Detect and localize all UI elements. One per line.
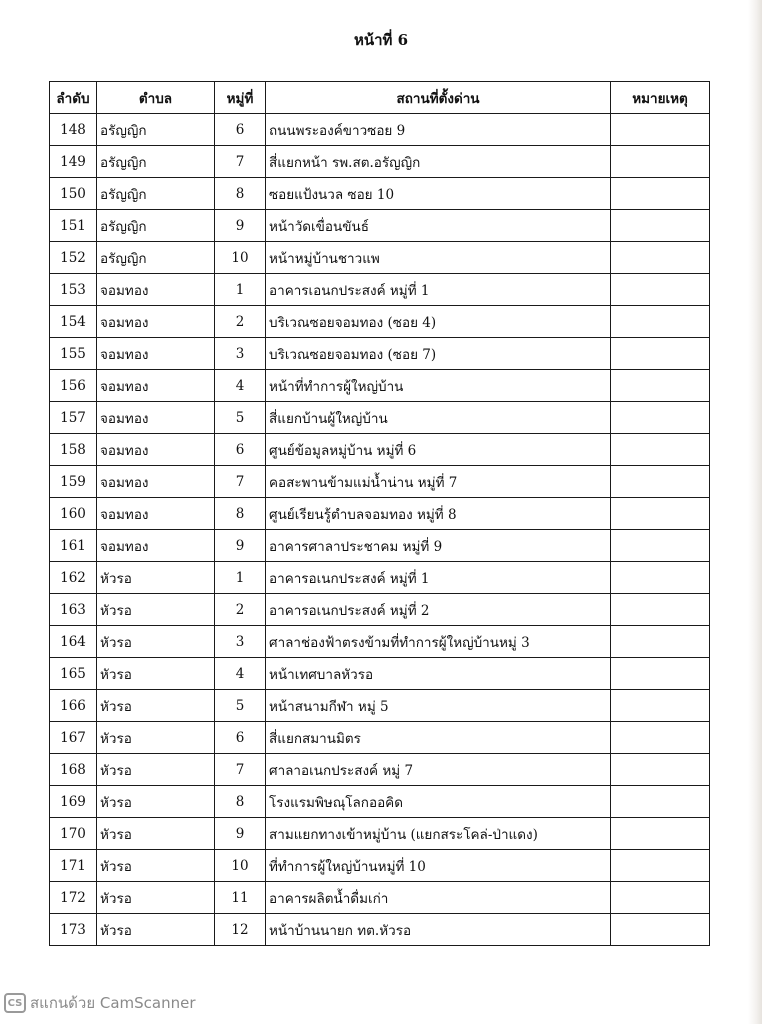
table-row [50, 402, 710, 434]
table-header-row [50, 82, 710, 114]
cell-moo: 9 [215, 530, 266, 562]
table-row [50, 242, 710, 274]
cell-order: 149 [50, 146, 97, 178]
cell-moo: 8 [215, 498, 266, 530]
cell-moo: 8 [215, 178, 266, 210]
cell-order: 162 [50, 562, 97, 594]
cell-moo: 11 [215, 882, 266, 914]
cell-location: บริเวณซอยจอมทอง (ซอย 4) [266, 306, 611, 338]
cell-moo: 8 [215, 786, 266, 818]
cell-location: อาคารศาลาประชาคม หมู่ที่ 9 [266, 530, 611, 562]
table-row [50, 466, 710, 498]
cell-remark [611, 114, 710, 146]
cell-moo: 6 [215, 434, 266, 466]
table-row [50, 498, 710, 530]
cell-moo: 1 [215, 562, 266, 594]
cell-tambon: หัวรอ [97, 722, 215, 754]
page-edge-shadow [748, 0, 762, 1024]
cell-tambon: จอมทอง [97, 434, 215, 466]
cell-tambon: จอมทอง [97, 498, 215, 530]
table-row [50, 722, 710, 754]
cell-remark [611, 754, 710, 786]
cell-tambon: จอมทอง [97, 306, 215, 338]
cell-order: 148 [50, 114, 97, 146]
cell-remark [611, 594, 710, 626]
cell-remark [611, 338, 710, 370]
cell-order: 172 [50, 882, 97, 914]
cell-order: 151 [50, 210, 97, 242]
camscanner-watermark [4, 990, 196, 1016]
cell-order: 154 [50, 306, 97, 338]
cell-location: หน้าบ้านนายก ทต.หัวรอ [266, 914, 611, 946]
cell-order: 163 [50, 594, 97, 626]
cell-remark [611, 690, 710, 722]
header-moo: หมู่ที่ [215, 82, 266, 114]
table-body [50, 114, 710, 946]
cell-tambon: จอมทอง [97, 338, 215, 370]
checkpoint-table [49, 81, 710, 946]
table-row [50, 178, 710, 210]
cell-location: อาคารอเนกประสงค์ หมู่ที่ 1 [266, 562, 611, 594]
table-row [50, 370, 710, 402]
cell-location: สี่แยกบ้านผู้ใหญ่บ้าน [266, 402, 611, 434]
cell-tambon: หัวรอ [97, 882, 215, 914]
cell-location: ที่ทำการผู้ใหญ่บ้านหมู่ที่ 10 [266, 850, 611, 882]
cell-remark [611, 530, 710, 562]
cell-moo: 6 [215, 114, 266, 146]
cell-moo: 5 [215, 402, 266, 434]
cell-moo: 4 [215, 658, 266, 690]
cell-tambon: จอมทอง [97, 402, 215, 434]
cell-remark [611, 914, 710, 946]
cell-order: 167 [50, 722, 97, 754]
cell-tambon: หัวรอ [97, 850, 215, 882]
cell-location: หน้าที่ทำการผู้ใหญ่บ้าน [266, 370, 611, 402]
cell-tambon: หัวรอ [97, 594, 215, 626]
table-row [50, 786, 710, 818]
cell-location: อาคารเอนกประสงค์ หมู่ที่ 1 [266, 274, 611, 306]
camscanner-text: สแกนด้วย CamScanner [30, 994, 196, 1012]
cell-remark [611, 370, 710, 402]
cell-moo: 2 [215, 594, 266, 626]
cell-moo: 2 [215, 306, 266, 338]
cell-location: อาคารอเนกประสงค์ หมู่ที่ 2 [266, 594, 611, 626]
cell-order: 166 [50, 690, 97, 722]
table-row [50, 690, 710, 722]
table-row [50, 914, 710, 946]
cell-location: โรงแรมพิษณุโลกออคิด [266, 786, 611, 818]
cell-remark [611, 210, 710, 242]
cell-order: 155 [50, 338, 97, 370]
cell-remark [611, 402, 710, 434]
cell-order: 160 [50, 498, 97, 530]
cell-tambon: จอมทอง [97, 530, 215, 562]
cell-moo: 6 [215, 722, 266, 754]
cell-location: หน้าหมู่บ้านชาวแพ [266, 242, 611, 274]
cell-location: บริเวณซอยจอมทอง (ซอย 7) [266, 338, 611, 370]
cell-order: 158 [50, 434, 97, 466]
cell-order: 168 [50, 754, 97, 786]
cell-location: อาคารผลิตน้ำดื่มเก่า [266, 882, 611, 914]
cell-remark [611, 658, 710, 690]
table-row [50, 338, 710, 370]
cell-remark [611, 178, 710, 210]
cell-location: ศาลาช่องฟ้าตรงข้ามที่ทำการผู้ใหญ่บ้านหมู่ 3 [266, 626, 611, 658]
cell-remark [611, 306, 710, 338]
cell-tambon: หัวรอ [97, 786, 215, 818]
cell-order: 153 [50, 274, 97, 306]
cell-remark [611, 562, 710, 594]
cell-tambon: อรัญญิก [97, 146, 215, 178]
cell-order: 159 [50, 466, 97, 498]
table-row [50, 626, 710, 658]
cell-order: 170 [50, 818, 97, 850]
cell-order: 156 [50, 370, 97, 402]
cell-order: 165 [50, 658, 97, 690]
cell-moo: 9 [215, 210, 266, 242]
header-tambon: ตำบล [97, 82, 215, 114]
cell-location: สามแยกทางเข้าหมู่บ้าน (แยกสระโคล่-ป่าแดง) [266, 818, 611, 850]
cell-remark [611, 466, 710, 498]
cell-remark [611, 498, 710, 530]
cell-location: ถนนพระองค์ขาวซอย 9 [266, 114, 611, 146]
cell-remark [611, 882, 710, 914]
cell-moo: 7 [215, 466, 266, 498]
cell-tambon: หัวรอ [97, 818, 215, 850]
cell-location: หน้าเทศบาลหัวรอ [266, 658, 611, 690]
cell-location: คอสะพานข้ามแม่น้ำน่าน หมู่ที่ 7 [266, 466, 611, 498]
cell-moo: 3 [215, 626, 266, 658]
cell-tambon: จอมทอง [97, 274, 215, 306]
cell-location: หน้าสนามกีฬา หมู่ 5 [266, 690, 611, 722]
cell-moo: 9 [215, 818, 266, 850]
cell-location: ศูนย์ข้อมูลหมู่บ้าน หมู่ที่ 6 [266, 434, 611, 466]
table-row [50, 274, 710, 306]
cell-order: 157 [50, 402, 97, 434]
cell-moo: 7 [215, 146, 266, 178]
table-row [50, 818, 710, 850]
table-row [50, 658, 710, 690]
cell-remark [611, 242, 710, 274]
cell-order: 173 [50, 914, 97, 946]
cell-remark [611, 274, 710, 306]
cell-moo: 3 [215, 338, 266, 370]
cell-location: ซอยแป้งนวล ซอย 10 [266, 178, 611, 210]
cell-order: 161 [50, 530, 97, 562]
cell-moo: 4 [215, 370, 266, 402]
header-order: ลำดับ [50, 82, 97, 114]
cell-tambon: หัวรอ [97, 754, 215, 786]
cell-remark [611, 786, 710, 818]
cell-order: 171 [50, 850, 97, 882]
cell-remark [611, 818, 710, 850]
cell-remark [611, 722, 710, 754]
cell-remark [611, 626, 710, 658]
table-row [50, 210, 710, 242]
cell-location: ศาลาอเนกประสงค์ หมู่ 7 [266, 754, 611, 786]
cell-tambon: อรัญญิก [97, 242, 215, 274]
table-row [50, 530, 710, 562]
table-row [50, 562, 710, 594]
cell-tambon: อรัญญิก [97, 210, 215, 242]
cell-tambon: หัวรอ [97, 658, 215, 690]
table-row [50, 306, 710, 338]
cell-order: 150 [50, 178, 97, 210]
cell-tambon: หัวรอ [97, 690, 215, 722]
cell-tambon: อรัญญิก [97, 178, 215, 210]
cell-moo: 10 [215, 850, 266, 882]
cell-moo: 7 [215, 754, 266, 786]
table-row [50, 850, 710, 882]
cell-order: 164 [50, 626, 97, 658]
cell-moo: 10 [215, 242, 266, 274]
cell-moo: 5 [215, 690, 266, 722]
cell-moo: 1 [215, 274, 266, 306]
camscanner-logo-icon: CS [4, 993, 26, 1013]
cell-location: ศูนย์เรียนรู้ตำบลจอมทอง หมู่ที่ 8 [266, 498, 611, 530]
header-location: สถานที่ตั้งด่าน [266, 82, 611, 114]
cell-moo: 12 [215, 914, 266, 946]
cell-location: หน้าวัดเขื่อนขันธ์ [266, 210, 611, 242]
cell-tambon: หัวรอ [97, 562, 215, 594]
cell-location: สี่แยกหน้า รพ.สต.อรัญญิก [266, 146, 611, 178]
cell-tambon: จอมทอง [97, 370, 215, 402]
cell-order: 169 [50, 786, 97, 818]
cell-location: สี่แยกสมานมิตร [266, 722, 611, 754]
cell-tambon: จอมทอง [97, 466, 215, 498]
cell-remark [611, 146, 710, 178]
table-row [50, 146, 710, 178]
cell-order: 152 [50, 242, 97, 274]
table-row [50, 114, 710, 146]
cell-remark [611, 850, 710, 882]
cell-tambon: อรัญญิก [97, 114, 215, 146]
table-row [50, 594, 710, 626]
cell-tambon: หัวรอ [97, 914, 215, 946]
page-title: หน้าที่ 6 [353, 31, 409, 49]
table-row [50, 882, 710, 914]
cell-remark [611, 434, 710, 466]
table-row [50, 434, 710, 466]
header-remark: หมายเหตุ [611, 82, 710, 114]
cell-tambon: หัวรอ [97, 626, 215, 658]
table-row [50, 754, 710, 786]
